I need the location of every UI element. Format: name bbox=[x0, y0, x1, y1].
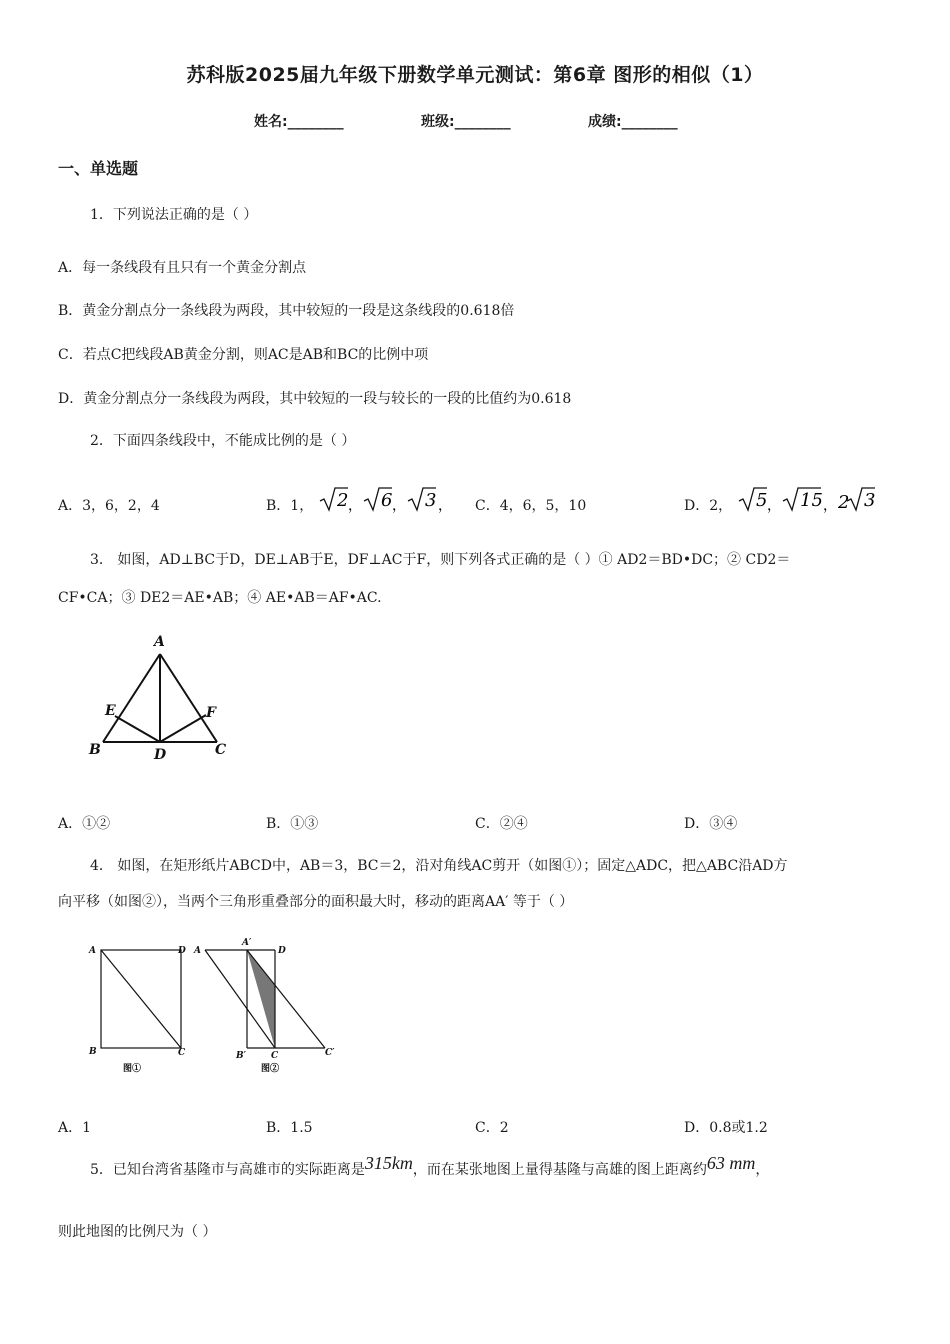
q3-label-f: F bbox=[206, 705, 216, 721]
q4-option-a[interactable]: A．1 bbox=[58, 1120, 92, 1136]
q5-stem-line1 bbox=[90, 1153, 770, 1180]
q4-stem-line2: 向平移（如图②），当两个三角形重叠部分的面积最大时，移动的距离AA′ 等于（ ） bbox=[58, 894, 574, 910]
q4-fig1-label-c: C bbox=[178, 1048, 186, 1058]
q5-stem-pre: 5．已知台湾省基隆市与高雄市的实际距离是 bbox=[90, 1162, 365, 1178]
q3-label-d: D bbox=[154, 747, 167, 763]
q2-option-b-prefix: B．1， bbox=[266, 498, 314, 514]
q5-stem-line2: 则此地图的比例尺为（ ） bbox=[58, 1224, 217, 1240]
q1-option-a[interactable]: A．每一条线段有且只有一个黄金分割点 bbox=[58, 260, 307, 276]
section-title: 一、单选题 bbox=[58, 159, 139, 178]
score-field[interactable]: 成绩:________ bbox=[588, 114, 678, 130]
q3-option-b[interactable]: B．①③ bbox=[266, 816, 319, 832]
q4-fig1-label-a: A bbox=[89, 946, 96, 956]
q4-fig2-label-c: C bbox=[271, 1051, 279, 1061]
q4-fig2-label-a: A bbox=[194, 946, 201, 956]
q2-stem: 2．下面四条线段中，不能成比例的是（ ） bbox=[90, 433, 356, 449]
q4-option-c[interactable]: C．2 bbox=[475, 1120, 509, 1136]
q3-figure-triangle bbox=[85, 628, 245, 768]
q3-label-a: A bbox=[154, 634, 165, 650]
class-field[interactable]: 班级:________ bbox=[421, 114, 511, 130]
q4-fig2-label-b-prime: B′ bbox=[236, 1051, 246, 1061]
page-title: 苏科版2025届九年级下册数学单元测试：第6章 图形的相似（1） bbox=[186, 64, 764, 86]
q4-fig2-label-c-prime: C′ bbox=[325, 1048, 335, 1058]
q3-label-c: C bbox=[215, 742, 227, 758]
q5-map-distance: 63 mm bbox=[706, 1153, 756, 1173]
q2-d-sep-1: ， bbox=[766, 498, 781, 514]
q2-d-coef: 2 bbox=[837, 492, 850, 513]
q3-option-c[interactable]: C．②④ bbox=[475, 816, 528, 832]
q2-option-d-math bbox=[737, 485, 887, 515]
q3-option-d[interactable]: D．③④ bbox=[684, 816, 738, 832]
q4-fig2-label-d: D bbox=[278, 946, 286, 956]
q2-b-radicand-3: 3 bbox=[424, 490, 437, 511]
q2-d-radicand-1: 5 bbox=[755, 490, 768, 511]
q4-fig1-caption: 图① bbox=[123, 1064, 142, 1074]
q5-actual-distance: 315km bbox=[364, 1153, 413, 1173]
q4-stem-line1: 4． 如图，在矩形纸片ABCD中，AB＝3，BC＝2，沿对角线AC剪开（如图①）；固定△ADC，把△ABC沿AD方 bbox=[90, 858, 788, 874]
q2-option-d-prefix: D．2， bbox=[684, 498, 733, 514]
q2-option-b-math bbox=[318, 485, 458, 515]
q1-option-c[interactable]: C．若点C把线段AB黄金分割，则AC是AB和BC的比例中项 bbox=[58, 347, 429, 363]
q1-stem: 1．下列说法正确的是（ ） bbox=[90, 207, 258, 223]
q2-b-sep-1: ， bbox=[347, 498, 362, 514]
q2-b-radicand-1: 2 bbox=[336, 490, 349, 511]
q2-option-c[interactable]: C．4，6，5，10 bbox=[475, 498, 587, 514]
q1-option-d[interactable]: D．黄金分割点分一条线段为两段，其中较短的一段与较长的一段的比值约为0.618 bbox=[58, 391, 572, 407]
q4-option-b[interactable]: B．1.5 bbox=[266, 1120, 313, 1136]
q2-option-d[interactable] bbox=[684, 485, 887, 515]
q2-b-radicand-2: 6 bbox=[380, 490, 393, 511]
q2-option-a[interactable]: A．3，6，2，4 bbox=[58, 498, 160, 514]
q5-stem-post: ， bbox=[755, 1162, 770, 1178]
q2-b-sep-2: ， bbox=[391, 498, 406, 514]
q4-fig2-caption: 图② bbox=[261, 1064, 280, 1074]
q2-option-b[interactable] bbox=[266, 485, 458, 515]
q3-option-a[interactable]: A．①② bbox=[58, 816, 111, 832]
q4-fig1-label-b: B bbox=[89, 1047, 97, 1057]
name-field[interactable]: 姓名:________ bbox=[254, 114, 344, 130]
q5-stem-mid: ，而在某张地图上量得基隆与高雄的图上距离约 bbox=[412, 1162, 707, 1178]
q2-b-sep-3: ， bbox=[437, 498, 452, 514]
q3-stem-line1: 3． 如图，AD⊥BC于D，DE⊥AB于E，DF⊥AC于F，则下列各式正确的是（ ）① AD2＝BD•DC；② CD2＝ bbox=[90, 552, 791, 568]
q3-label-b: B bbox=[89, 742, 101, 758]
q4-option-d[interactable]: D．0.8或1.2 bbox=[684, 1120, 768, 1136]
q4-fig1-label-d: D bbox=[178, 946, 186, 956]
q1-option-b[interactable]: B．黄金分割点分一条线段为两段，其中较短的一段是这条线段的0.618倍 bbox=[58, 303, 515, 319]
q4-fig2-label-a-prime: A′ bbox=[242, 938, 252, 948]
q2-d-sep-2: ， bbox=[822, 498, 837, 514]
q2-d-radicand-2: 15 bbox=[799, 490, 823, 511]
q2-d-radicand-3: 3 bbox=[863, 490, 876, 511]
q4-figures bbox=[85, 934, 355, 1079]
q3-label-e: E bbox=[105, 703, 116, 719]
q3-stem-line2: CF•CA；③ DE2＝AE•AB；④ AE•AB＝AF•AC. bbox=[58, 590, 382, 606]
